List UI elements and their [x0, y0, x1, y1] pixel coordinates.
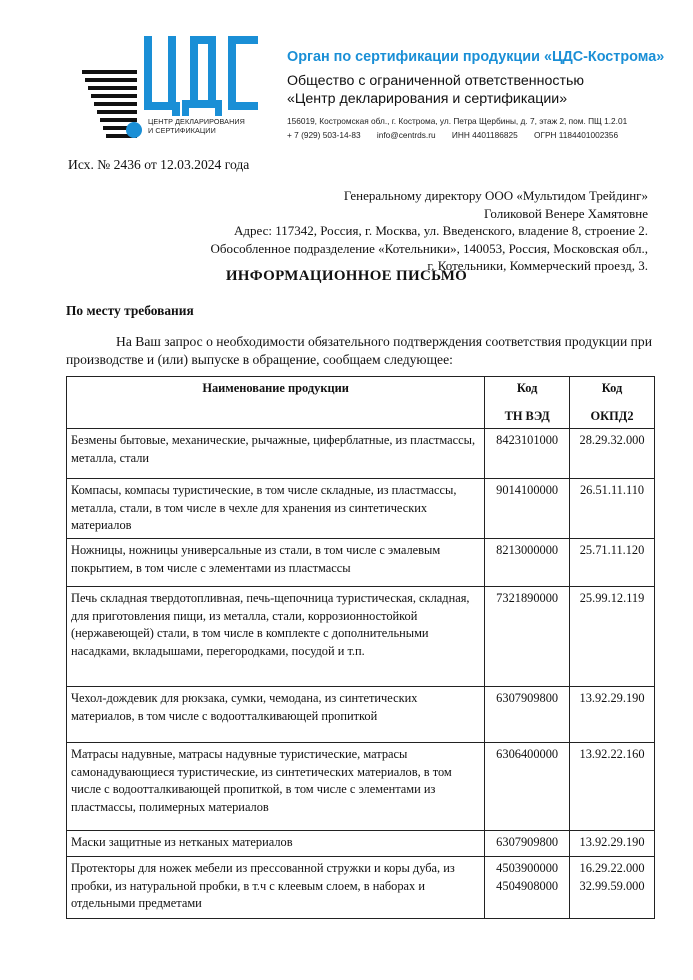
- recipient-line: Голиковой Венере Хамятовне: [484, 205, 648, 221]
- okpd2-code: 25.99.12.119: [570, 587, 655, 687]
- okpd2-code: 28.29.32.000: [570, 429, 655, 479]
- header-tn-bottom: ТН ВЭД: [504, 408, 550, 423]
- outgoing-reference: Исх. № 2436 от 12.03.2024 года: [68, 157, 250, 172]
- place-of-request: По месту требования: [66, 303, 194, 318]
- table-row: [67, 687, 655, 743]
- table-row: [67, 857, 655, 919]
- header-okpd-top: Код: [601, 381, 623, 395]
- tn-ved-code: 6306400000: [485, 743, 570, 831]
- product-name: Матрасы надувные, матрасы надувные туристические, матрасы самонадувающиеся туристические, из синтетических материалов, в том числе с водоотталкивающей пропиткой, в том числе с элементами из пластмассы, полимерных материалов: [67, 743, 485, 831]
- org-name-line2: «Центр декларирования и сертификации»: [287, 91, 568, 107]
- header-tn-top: Код: [516, 381, 538, 395]
- product-name: Протекторы для ножек мебели из прессованной стружки и коры дуба, из пробки, из натуральной пробки, в т.ч с клеевым слоем, в наборах и отдельными предметами: [67, 857, 485, 919]
- document-title: ИНФОРМАЦИОННОЕ ПИСЬМО: [225, 268, 468, 284]
- tn-ved-codes: [485, 857, 570, 919]
- org-title: Орган по сертификации продукции «ЦДС-Кострома»: [287, 49, 665, 65]
- header-tn-ved: [485, 377, 570, 429]
- product-name: Компасы, компасы туристические, в том числе складные, из пластмассы, металла, стали, в том числе в чехле для хранения из синтетических материалов: [67, 479, 485, 539]
- table-header-row: [67, 377, 655, 429]
- okpd2-code: 16.29.22.000: [579, 861, 645, 876]
- header-product-name: Наименование продукции: [67, 377, 485, 429]
- logo-caption-line2: И СЕРТИФИКАЦИИ: [148, 126, 216, 135]
- tn-ved-code: 6307909800: [485, 687, 570, 743]
- okpd2-code: 26.51.11.110: [570, 479, 655, 539]
- tn-ved-code: 9014100000: [485, 479, 570, 539]
- table-row: [67, 587, 655, 687]
- product-name: Печь складная твердотопливная, печь-щепочница туристическая, складная, для приготовления пищи, из металла, стали, коррозионностойкой (нержавеющей) стали, в том числе в комплекте с дополнительными насадками, вкладышами, перегородками, посудой и т.п.: [67, 587, 485, 687]
- intro-paragraph: На Ваш запрос о необходимости обязательного подтверждения соответствия продукции при производстве и (или) выпуске в обращение, сообщаем следующее:: [66, 334, 652, 367]
- tn-ved-code: 8423101000: [485, 429, 570, 479]
- table-row: [67, 479, 655, 539]
- recipient-line: Генеральному директору ООО «Мультидом Трейдинг»: [343, 188, 648, 203]
- recipient-line: Обособленное подразделение «Котельники», 140053, Россия, Московская обл.,: [210, 240, 648, 256]
- org-address: 156019, Костромская обл., г. Кострома, ул. Петра Щербины, д. 7, этаж 2, пом. ПЩ 1.2.01: [287, 116, 628, 126]
- product-name: Чехол-дождевик для рюкзака, сумки, чемодана, из синтетических материалов, в том числе с водоотталкивающей пропиткой: [67, 687, 485, 743]
- table-row: [67, 831, 655, 857]
- okpd2-code: 13.92.29.190: [570, 687, 655, 743]
- tn-ved-code: 7321890000: [485, 587, 570, 687]
- recipient-line: Адрес: 117342, Россия, г. Москва, ул. Введенского, владение 8, строение 2.: [234, 223, 648, 239]
- logo-caption: [148, 117, 245, 135]
- org-phone: + 7 (929) 503-14-83: [287, 130, 361, 140]
- org-name-line1: Общество с ограниченной ответственностью: [287, 73, 584, 89]
- product-name: Ножницы, ножницы универсальные из стали, в том числе с эмалевым покрытием, в том числе с элементами из пластмассы: [67, 539, 485, 587]
- recipient-block: [210, 187, 648, 275]
- table-row: [67, 743, 655, 831]
- org-name: [287, 72, 584, 108]
- tn-ved-code: 4504908000: [496, 878, 559, 893]
- tn-ved-code: 6307909800: [485, 831, 570, 857]
- org-ogrn: ОГРН 1184401002356: [534, 130, 619, 140]
- org-inn: ИНН 4401186825: [451, 130, 518, 140]
- product-name: Маски защитные из нетканых материалов: [67, 831, 485, 857]
- recipient-line: г. Котельники, Коммерческий проезд, 3.: [427, 258, 648, 274]
- header-okpd-bottom: ОКПД2: [590, 408, 634, 423]
- okpd2-code: 13.92.22.160: [570, 743, 655, 831]
- okpd2-code: 25.71.11.120: [570, 539, 655, 587]
- org-email[interactable]: info@centrds.ru: [376, 130, 436, 140]
- okpd2-codes: [570, 857, 655, 919]
- tn-ved-code: 8213000000: [485, 539, 570, 587]
- products-table: [66, 376, 655, 919]
- tn-ved-code: 4503900000: [496, 861, 559, 876]
- table-row: [67, 429, 655, 479]
- header-okpd2: [570, 377, 655, 429]
- org-contacts: [287, 130, 632, 140]
- logo-caption-line1: ЦЕНТР ДЕКЛАРИРОВАНИЯ: [148, 117, 245, 126]
- table-row: [67, 539, 655, 587]
- product-name: Безмены бытовые, механические, рычажные, циферблатные, из пластмассы, металла, стали: [67, 429, 485, 479]
- okpd2-code: 32.99.59.000: [579, 878, 645, 893]
- okpd2-code: 13.92.29.190: [570, 831, 655, 857]
